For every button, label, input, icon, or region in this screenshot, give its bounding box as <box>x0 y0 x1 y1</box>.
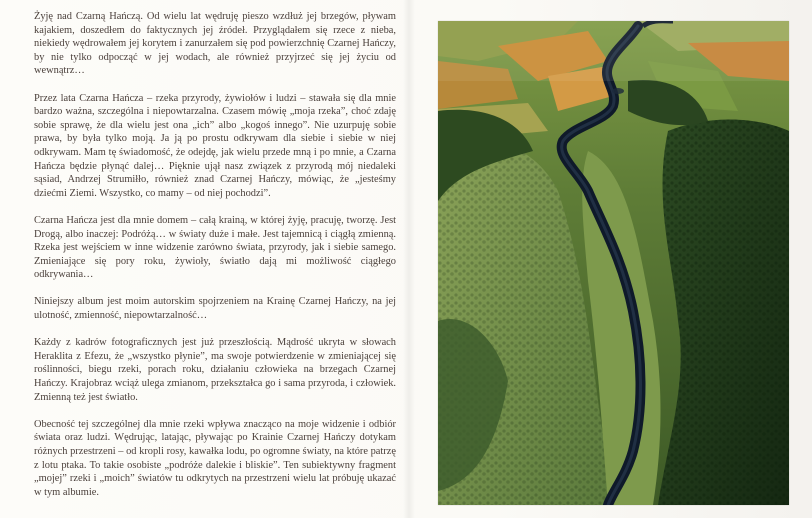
text-column <box>34 10 396 513</box>
paragraph-3: Czarna Hańcza jest dla mnie domem – całą krainą, w której żyję, pracuję, tworzę. Jest Drogą, albo inaczej: Podróżą… w światy duże i małe. Jest tajemnicą i ciągłą zmienną. Rzeka jest wejściem w inne widzenie zarówno świata, przyrody, jak i siebie samego. Zmieniające się pory roku, żywioły, światło dają mi możliwość ciągłego odkrywania… <box>34 214 396 281</box>
river-landscape-image <box>438 21 789 505</box>
paragraph-4: Niniejszy album jest moim autorskim spojrzeniem na Krainę Czarnej Hańczy, na jej ulotność, zmienność, niepowtarzalność… <box>34 296 396 322</box>
paragraph-2: Przez lata Czarna Hańcza – rzeka przyrody, żywiołów i ludzi – stawała się dla mnie bardzo ważna, szczególna i niepowtarzalna. Czasem mówię „moja rzeka”, choć zdaję sobie sprawę, że dla wielu jest ona „ich” albo „kogoś innego”. Nie uzurpuję sobie prawa, by była tylko moją. Ja ją po prostu odkrywam dla siebie i siebie w niej odkrywam. Mam tę świadomość, że odejdę, jak wielu przede mną i po mnie, a Czarna Hańcza będzie płynąć dalej… Pięknie ujął nasz związek z przyrodą mój niedaleki sąsiad, Andrzej Strumiłło, również znad Czarnej Hańczy, mówiąc, że „jesteśmy dziećmi Ziemi. Wszystko, co mamy – od niej pochodzi”. <box>34 92 396 199</box>
paragraph-1: Żyję nad Czarną Hańczą. Od wielu lat wędruję pieszo wzdłuż jej brzegów, pływam kajakiem, doszedłem do faktycznych jej źródeł. Przyglądałem się rzece z nieba, niekiedy wędrowałem jej korytem i zanurzałem się pod powierzchnię Czarnej Hańczy, by nie tylko odpocząć w jej wodach, ale również przyjrzeć się jej życiu od wewnątrz… <box>34 11 396 77</box>
book-gutter <box>403 0 415 518</box>
paragraph-6: Obecność tej szczególnej dla mnie rzeki wpływa znacząco na moje widzenie i odbiór świata oraz ludzi. Wędrując, latając, pływając po Krainie Czarnej Hańczy dotykam różnych przestrzeni – od kropli rosy, kawałka lodu, po ogromne światy, na które patrzę z lotu ptaka. To takie osobiste „podróże dalekie i bliskie”. Ten subiektywny fragment „mojej” rzeki i „moich” światów tu odkrytych na przestrzeni wielu lat próbuję ukazać w tym albumie. <box>34 418 396 498</box>
paragraph-5: Każdy z kadrów fotograficznych jest już przeszłością. Mądrość ukryta w słowach Heraklita z Efezu, że „wszystko płynie”, ma swoje potwierdzenie w zmieniającej się roślinności, biegu rzeki, porach roku, działaniu człowieka na brzegach Czarnej Hańczy. Krajobraz wciąż ulega zmianom, przekształca go i sama przyroda, i człowiek. Zmienną też jest światło. <box>34 337 396 403</box>
aerial-river-photo <box>438 21 789 505</box>
